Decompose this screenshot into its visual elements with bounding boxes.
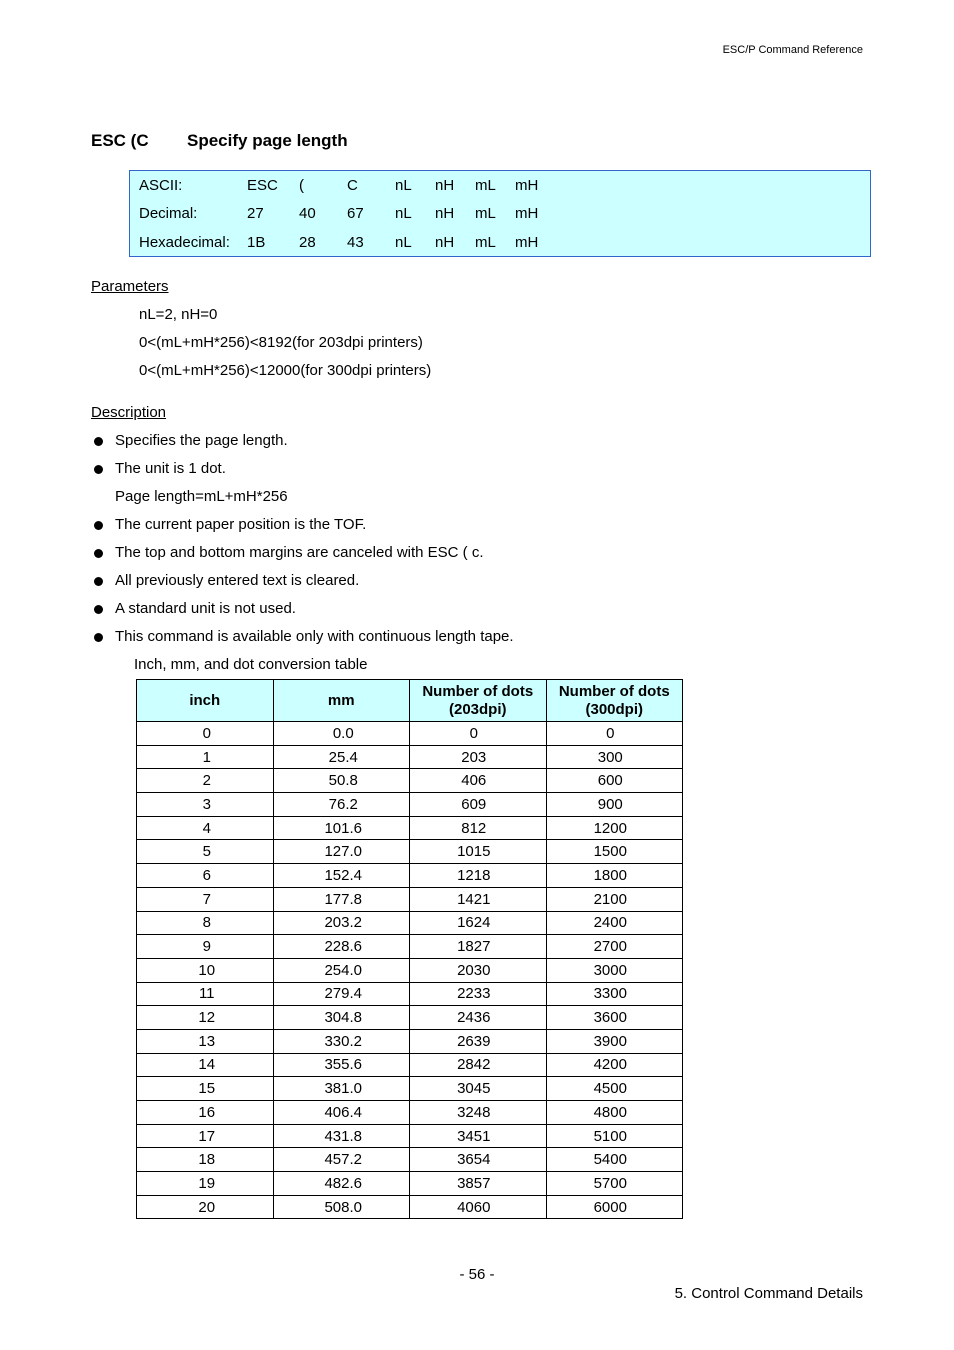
bullet-text: Specifies the page length. — [115, 432, 288, 449]
table-cell: 406 — [410, 769, 547, 793]
table-cell: 355.6 — [273, 1053, 410, 1077]
table-cell: 3 — [137, 793, 274, 817]
table-cell: 431.8 — [273, 1124, 410, 1148]
table-cell: 3857 — [410, 1172, 547, 1196]
table-cell: 2436 — [410, 1006, 547, 1030]
table-cell: 5100 — [546, 1124, 683, 1148]
table-cell: 508.0 — [273, 1195, 410, 1219]
description-bullet — [115, 516, 366, 533]
col-header-inch: inch — [137, 680, 274, 722]
cmd-cell: mL — [475, 205, 496, 222]
table-row — [137, 935, 683, 959]
parameter-line: 0<(mL+mH*256)<12000(for 300dpi printers) — [139, 362, 432, 379]
command-code-box — [129, 170, 871, 257]
table-row — [137, 1053, 683, 1077]
table-cell: 1 — [137, 745, 274, 769]
col-header-dots-300: Number of dots (300dpi) — [546, 680, 683, 722]
table-cell: 2700 — [546, 935, 683, 959]
table-cell: 15 — [137, 1077, 274, 1101]
cmd-cell: mL — [475, 234, 496, 251]
bullet-dot-icon — [94, 521, 103, 530]
table-cell: 50.8 — [273, 769, 410, 793]
table-cell: 457.2 — [273, 1148, 410, 1172]
bullet-text: All previously entered text is cleared. — [115, 572, 360, 589]
command-name: Specify page length — [187, 131, 348, 150]
table-cell: 1015 — [410, 840, 547, 864]
table-cell: 0 — [137, 722, 274, 746]
table-cell: 1200 — [546, 816, 683, 840]
col-header-mm: mm — [273, 680, 410, 722]
cmd-cell: nH — [435, 234, 455, 251]
table-cell: 14 — [137, 1053, 274, 1077]
description-bullet — [115, 628, 514, 645]
table-row — [137, 1195, 683, 1219]
command-code: ESC (C — [91, 131, 149, 150]
bullet-dot-icon — [94, 577, 103, 586]
cmd-cell: 28 — [299, 234, 316, 251]
table-cell: 0 — [410, 722, 547, 746]
table-cell: 13 — [137, 1029, 274, 1053]
description-bullet — [115, 572, 359, 589]
table-cell: 19 — [137, 1172, 274, 1196]
table-cell: 4500 — [546, 1077, 683, 1101]
table-cell: 4200 — [546, 1053, 683, 1077]
table-cell: 177.8 — [273, 887, 410, 911]
bullet-dot-icon — [94, 465, 103, 474]
cmd-cell: 40 — [299, 205, 316, 222]
table-cell: 12 — [137, 1006, 274, 1030]
table-cell: 3654 — [410, 1148, 547, 1172]
bullet-dot-icon — [94, 605, 103, 614]
cmd-cell: 67 — [347, 205, 364, 222]
cmd-cell: 1B — [247, 234, 266, 251]
description-bullet — [115, 600, 296, 617]
table-cell: 7 — [137, 887, 274, 911]
table-cell: 2842 — [410, 1053, 547, 1077]
table-cell: 1624 — [410, 911, 547, 935]
table-row — [137, 911, 683, 935]
section-footer: 5. Control Command Details — [674, 1285, 863, 1302]
cmd-cell: nH — [435, 205, 455, 222]
table-cell: 2400 — [546, 911, 683, 935]
table-cell: 8 — [137, 911, 274, 935]
description-bullet — [115, 544, 484, 561]
table-cell: 101.6 — [273, 816, 410, 840]
table-cell: 9 — [137, 935, 274, 959]
parameter-line: 0<(mL+mH*256)<8192(for 203dpi printers) — [139, 334, 423, 351]
table-row — [137, 1172, 683, 1196]
table-row — [137, 864, 683, 888]
cmd-cell: nL — [395, 177, 412, 194]
table-cell: 381.0 — [273, 1077, 410, 1101]
table-cell: 76.2 — [273, 793, 410, 817]
table-cell: 3900 — [546, 1029, 683, 1053]
table-cell: 304.8 — [273, 1006, 410, 1030]
table-row — [137, 958, 683, 982]
table-row — [137, 1006, 683, 1030]
table-cell: 609 — [410, 793, 547, 817]
table-row — [137, 1077, 683, 1101]
table-cell: 2100 — [546, 887, 683, 911]
table-cell: 152.4 — [273, 864, 410, 888]
table-cell: 0.0 — [273, 722, 410, 746]
table-cell: 3600 — [546, 1006, 683, 1030]
table-cell: 11 — [137, 982, 274, 1006]
description-bullet — [115, 460, 226, 477]
table-cell: 20 — [137, 1195, 274, 1219]
table-cell: 4 — [137, 816, 274, 840]
table-cell: 5700 — [546, 1172, 683, 1196]
cmd-row-label: Decimal: — [139, 205, 198, 222]
table-cell: 406.4 — [273, 1101, 410, 1125]
cmd-cell: 43 — [347, 234, 364, 251]
parameters-heading: Parameters — [91, 278, 169, 295]
table-cell: 2639 — [410, 1029, 547, 1053]
cmd-cell: mH — [515, 234, 539, 251]
table-cell: 4800 — [546, 1101, 683, 1125]
table-cell: 18 — [137, 1148, 274, 1172]
table-cell: 4060 — [410, 1195, 547, 1219]
table-cell: 0 — [546, 722, 683, 746]
cmd-row-label: ASCII: — [139, 177, 183, 194]
cmd-cell: nL — [395, 205, 412, 222]
table-row — [137, 887, 683, 911]
cmd-cell: 27 — [247, 205, 264, 222]
table-row — [137, 840, 683, 864]
table-row — [137, 982, 683, 1006]
table-cell: 254.0 — [273, 958, 410, 982]
bullet-text: The top and bottom margins are canceled with ESC ( c. — [115, 544, 484, 561]
table-cell: 6000 — [546, 1195, 683, 1219]
bullet-text: The unit is 1 dot. — [115, 460, 226, 477]
table-cell: 3000 — [546, 958, 683, 982]
cmd-cell: mL — [475, 177, 496, 194]
table-row — [137, 722, 683, 746]
table-row — [137, 793, 683, 817]
parameter-line: nL=2, nH=0 — [139, 306, 218, 323]
conversion-table — [136, 679, 683, 1219]
description-heading: Description — [91, 404, 167, 421]
table-cell: 3045 — [410, 1077, 547, 1101]
table-cell: 127.0 — [273, 840, 410, 864]
table-cell: 2233 — [410, 982, 547, 1006]
table-caption: Inch, mm, and dot conversion table — [134, 656, 368, 673]
page-length-formula: Page length=mL+mH*256 — [115, 488, 288, 505]
table-cell: 16 — [137, 1101, 274, 1125]
table-cell: 1827 — [410, 935, 547, 959]
bullet-text: The current paper position is the TOF. — [115, 516, 367, 533]
table-row — [137, 1029, 683, 1053]
bullet-dot-icon — [94, 437, 103, 446]
bullet-dot-icon — [94, 549, 103, 558]
table-cell: 25.4 — [273, 745, 410, 769]
table-cell: 203 — [410, 745, 547, 769]
cmd-cell: ESC — [247, 177, 278, 194]
table-cell: 3300 — [546, 982, 683, 1006]
table-row — [137, 1101, 683, 1125]
table-cell: 5 — [137, 840, 274, 864]
bullet-dot-icon — [94, 633, 103, 642]
table-cell: 3248 — [410, 1101, 547, 1125]
table-cell: 17 — [137, 1124, 274, 1148]
table-cell: 6 — [137, 864, 274, 888]
table-cell: 2 — [137, 769, 274, 793]
table-cell: 900 — [546, 793, 683, 817]
table-row — [137, 1124, 683, 1148]
table-body — [137, 722, 683, 1219]
table-cell: 203.2 — [273, 911, 410, 935]
table-row — [137, 816, 683, 840]
command-title — [91, 131, 348, 151]
table-cell: 2030 — [410, 958, 547, 982]
table-cell: 1421 — [410, 887, 547, 911]
col-header-dots-203: Number of dots (203dpi) — [410, 680, 547, 722]
page-number: - 56 - — [459, 1266, 495, 1283]
cmd-cell: ( — [299, 177, 304, 194]
running-header: ESC/P Command Reference — [722, 44, 863, 56]
table-cell: 812 — [410, 816, 547, 840]
cmd-cell: nL — [395, 234, 412, 251]
bullet-text: A standard unit is not used. — [115, 600, 296, 617]
table-cell: 1500 — [546, 840, 683, 864]
table-cell: 5400 — [546, 1148, 683, 1172]
description-bullet — [115, 432, 288, 449]
cmd-cell: nH — [435, 177, 455, 194]
table-row — [137, 1148, 683, 1172]
table-cell: 300 — [546, 745, 683, 769]
table-row — [137, 745, 683, 769]
cmd-cell: mH — [515, 205, 539, 222]
table-header-row — [137, 680, 683, 722]
table-cell: 1218 — [410, 864, 547, 888]
table-cell: 600 — [546, 769, 683, 793]
table-cell: 330.2 — [273, 1029, 410, 1053]
table-cell: 279.4 — [273, 982, 410, 1006]
bullet-text: This command is available only with continuous length tape. — [115, 628, 514, 645]
table-cell: 228.6 — [273, 935, 410, 959]
cmd-row-label: Hexadecimal: — [139, 234, 230, 251]
table-cell: 1800 — [546, 864, 683, 888]
cmd-cell: mH — [515, 177, 539, 194]
table-row — [137, 769, 683, 793]
cmd-cell: C — [347, 177, 358, 194]
table-cell: 10 — [137, 958, 274, 982]
table-cell: 482.6 — [273, 1172, 410, 1196]
table-cell: 3451 — [410, 1124, 547, 1148]
